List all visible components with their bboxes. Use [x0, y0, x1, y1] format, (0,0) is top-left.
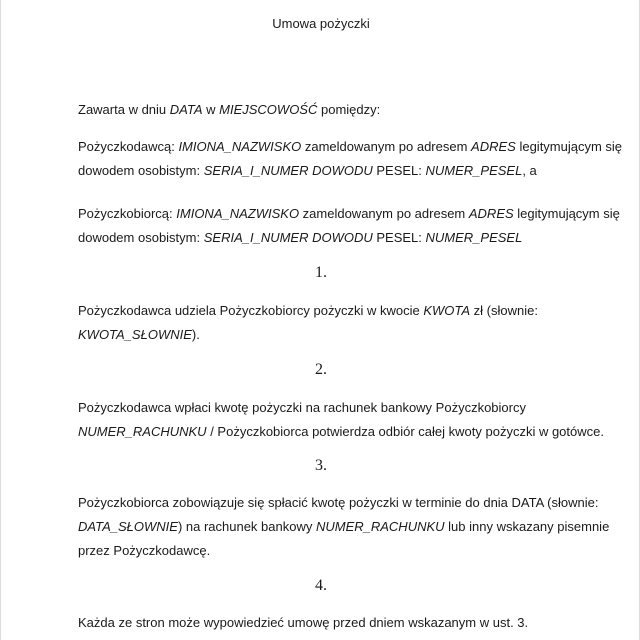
section-4-paragraph [78, 611, 579, 635]
section-text: / Pożyczkobiorca potwierdza odbiór całej kwoty pożyczki w gotówce. [206, 424, 604, 439]
lender-pesel-placeholder: NUMER_PESEL [425, 163, 523, 178]
section-text: ) na rachunek bankowy [177, 519, 316, 534]
borrower-pesel-placeholder: NUMER_PESEL [425, 230, 523, 245]
intro-text: pomiędzy: [317, 102, 381, 117]
section-text: Pożyczkodawca wpłaci kwotę pożyczki na rachunek bankowy Pożyczkobiorcy [78, 400, 526, 415]
borrower-text: PESEL: [372, 230, 426, 245]
lender-text: dowodem osobistym: [78, 163, 204, 178]
borrower-address-placeholder: ADRES [468, 206, 514, 221]
lender-paragraph [78, 135, 623, 183]
section-1-line-2 [78, 323, 579, 347]
borrower-text: zameldowanym po adresem [299, 206, 469, 221]
section-text: zł (słownie: [470, 303, 538, 318]
section-number-2: 2. [315, 361, 327, 378]
lender-id-placeholder: SERIA_I_NUMER DOWODU [203, 163, 373, 178]
section-text: Każda ze stron może wypowiedzieć umowę przed dniem wskazanym w ust. 3. [78, 615, 529, 630]
place-placeholder: MIEJSCOWOŚĆ [219, 102, 318, 117]
lender-text: legitymującym się [515, 139, 623, 154]
date-words-placeholder: DATA_SŁOWNIE [78, 519, 178, 534]
section-3-line-3 [78, 539, 579, 563]
amount-words-placeholder: KWOTA_SŁOWNIE [78, 327, 192, 342]
document-title: Umowa pożyczki [272, 16, 370, 31]
section-text: przez Pożyczkodawcę. [78, 543, 211, 558]
section-2-line-2 [78, 420, 604, 444]
section-text: lub inny wskazany pisemnie [444, 519, 610, 534]
borrower-id-placeholder: SERIA_I_NUMER DOWODU [203, 230, 373, 245]
borrower-paragraph [78, 202, 620, 250]
section-number-3: 3. [315, 457, 327, 474]
date-placeholder: DATA [169, 102, 203, 117]
intro-paragraph [78, 98, 579, 122]
borrower-line-1 [78, 202, 620, 226]
intro-text: w [202, 102, 220, 117]
lender-text: zameldowanym po adresem [301, 139, 472, 154]
lender-text: , a [522, 163, 537, 178]
account-number-placeholder: NUMER_RACHUNKU [78, 424, 207, 439]
section-1-line-1 [78, 299, 579, 323]
section-3-paragraph [78, 491, 610, 563]
lender-label: Pożyczkodawcą: [78, 139, 179, 154]
lender-line-1 [78, 135, 623, 159]
lender-line-2 [78, 159, 579, 183]
section-3-line-1 [78, 491, 599, 515]
intro-line [78, 98, 579, 122]
section-text: Pożyczkobiorca zobowiązuje się spłacić kwotę pożyczki w terminie do dnia DATA (słownie: [78, 495, 599, 510]
borrower-name-placeholder: IMIONA_NAZWISKO [176, 206, 300, 221]
section-text: Pożyczkodawca udziela Pożyczkobiorcy pożyczki w kwocie [78, 303, 424, 318]
section-3-line-2 [78, 515, 610, 539]
amount-placeholder: KWOTA [423, 303, 471, 318]
lender-text: PESEL: [372, 163, 426, 178]
section-number-1: 1. [315, 264, 327, 281]
intro-text: Zawarta w dniu [78, 102, 170, 117]
section-2-line-1 [78, 396, 579, 420]
section-number-4: 4. [315, 577, 327, 594]
section-2-paragraph [78, 396, 604, 444]
borrower-text: dowodem osobistym: [78, 230, 204, 245]
section-1-paragraph [78, 299, 579, 347]
borrower-line-2 [78, 226, 579, 250]
lender-name-placeholder: IMIONA_NAZWISKO [178, 139, 302, 154]
account-number-placeholder: NUMER_RACHUNKU [315, 519, 445, 534]
section-4-line-1 [78, 611, 579, 635]
borrower-text: legitymującym się [513, 206, 620, 221]
borrower-label: Pożyczkobiorcą: [78, 206, 177, 221]
lender-address-placeholder: ADRES [471, 139, 516, 154]
section-text: ). [191, 327, 200, 342]
